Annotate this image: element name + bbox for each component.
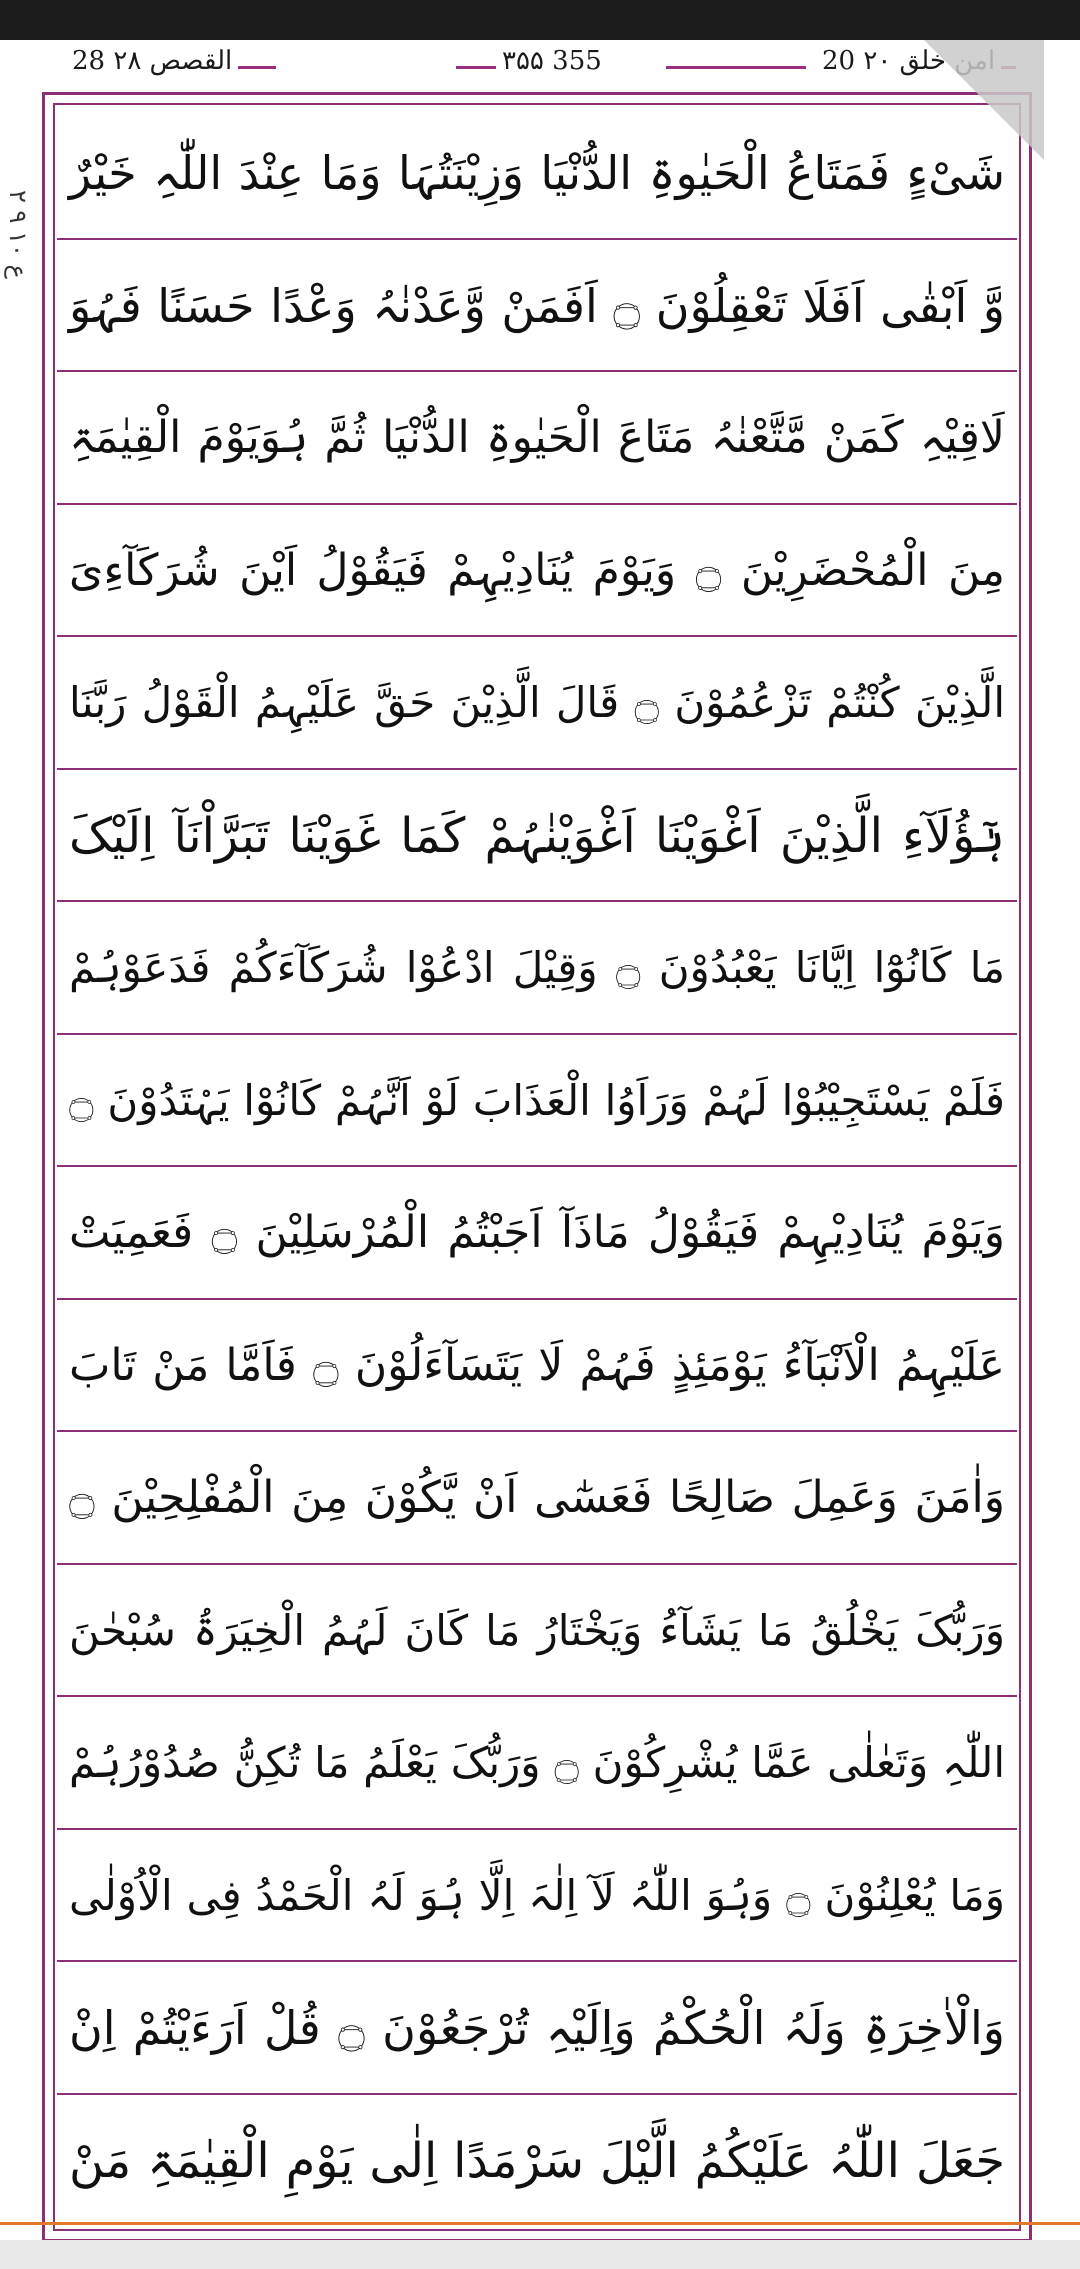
verse-line: لَاقِیْہِ کَمَنْ مَّتَّعْنٰہُ مَتَاعَ الْحَیٰوۃِ الدُّنْیَا ثُمَّ ہُوَیَوْمَ الْقِیٰمَۃِ xyxy=(57,372,1017,505)
page-fold-corner xyxy=(924,40,1044,160)
verse-line: وَّ اَبْقٰی اَفَلَا تَعْقِلُوْنَ ۝ اَفَمَنْ وَّعَدْنٰہُ وَعْدًا حَسَنًا فَہُوَ xyxy=(57,240,1017,373)
page-header xyxy=(36,40,1044,92)
verse-line: عَلَیْہِمُ الْاَنْبَآءُ یَوْمَئِذٍ فَہُمْ لَا یَتَسَآءَلُوْنَ ۝ فَاَمَّا مَنْ تَابَ xyxy=(57,1300,1017,1433)
verse-line: وَرَبُّکَ یَخْلُقُ مَا یَشَآءُ وَیَخْتَارُ مَا کَانَ لَہُمُ الْخِیَرَۃُ سُبْحٰنَ xyxy=(57,1565,1017,1698)
verse-line: وَمَا یُعْلِنُوْنَ ۝ وَہُوَ اللّٰہُ لَآ اِلٰہَ اِلَّا ہُوَ لَہُ الْحَمْدُ فِی الْاُوْلٰی xyxy=(57,1830,1017,1963)
bottom-rule xyxy=(0,2222,1080,2225)
verse-line: اللّٰہِ وَتَعٰلٰی عَمَّا یُشْرِکُوْنَ ۝ وَرَبُّکَ یَعْلَمُ مَا تُکِنُّ صُدُوْرُہُمْ xyxy=(57,1697,1017,1830)
status-bar xyxy=(0,0,1080,40)
navigation-bar xyxy=(0,2240,1080,2269)
verse-line: فَلَمْ یَسْتَجِیْبُوْا لَہُمْ وَرَاَوُا الْعَذَابَ لَوْ اَنَّہُمْ کَانُوْا یَہْتَدُوْنَ ۝ xyxy=(57,1035,1017,1168)
verse-line: مِنَ الْمُحْضَرِیْنَ ۝ وَیَوْمَ یُنَادِیْہِمْ فَیَقُوْلُ اَیْنَ شُرَکَآءِیَ xyxy=(57,505,1017,638)
verse-line: مَا کَانُوْٓا اِیَّانَا یَعْبُدُوْنَ ۝ وَقِیْلَ ادْعُوْا شُرَکَآءَکُمْ فَدَعَوْہُمْ xyxy=(57,902,1017,1035)
text-frame xyxy=(42,92,1032,2242)
header-rule xyxy=(666,66,806,69)
verse-line: شَیْءٍ فَمَتَاعُ الْحَیٰوۃِ الدُّنْیَا وَزِیْنَتُہَا وَمَا عِنْدَ اللّٰہِ خَیْرٌ xyxy=(57,107,1017,240)
verse-line: وَیَوْمَ یُنَادِیْہِمْ فَیَقُوْلُ مَاذَآ اَجَبْتُمُ الْمُرْسَلِیْنَ ۝ فَعَمِیَتْ xyxy=(57,1167,1017,1300)
verse-line: وَالْاٰخِرَۃِ وَلَہُ الْحُکْمُ وَاِلَیْہِ تُرْجَعُوْنَ ۝ قُلْ اَرَءَیْتُمْ اِنْ xyxy=(57,1962,1017,2095)
ruku-marker: ۲ ع ۱۰ ۹ xyxy=(4,190,32,279)
verse-lines xyxy=(57,107,1017,2227)
surah-label: 28 القصص ۲۸ xyxy=(66,46,238,76)
verse-line: ہٰٓؤُلَآءِ الَّذِیْنَ اَغْوَیْنَا اَغْوَیْنٰہُمْ کَمَا غَوَیْنَا تَبَرَّاْنَآ اِلَیْکَ xyxy=(57,770,1017,903)
verse-line: الَّذِیْنَ کُنْتُمْ تَزْعُمُوْنَ ۝ قَالَ الَّذِیْنَ حَقَّ عَلَیْہِمُ الْقَوْلُ رَبَّنَا xyxy=(57,637,1017,770)
quran-page xyxy=(36,40,1044,2250)
verse-line: جَعَلَ اللّٰہُ عَلَیْکُمُ الَّیْلَ سَرْمَدًا اِلٰی یَوْمِ الْقِیٰمَۃِ مَنْ xyxy=(69,2132,1005,2189)
page-number: ۳۵۵ 355 xyxy=(496,46,608,76)
para-label: 20 امن خلق ۲۰ xyxy=(816,46,1001,76)
verse-line: وَاٰمَنَ وَعَمِلَ صَالِحًا فَعَسٰٓی اَنْ یَّکُوْنَ مِنَ الْمُفْلِحِیْنَ ۝ xyxy=(57,1432,1017,1565)
